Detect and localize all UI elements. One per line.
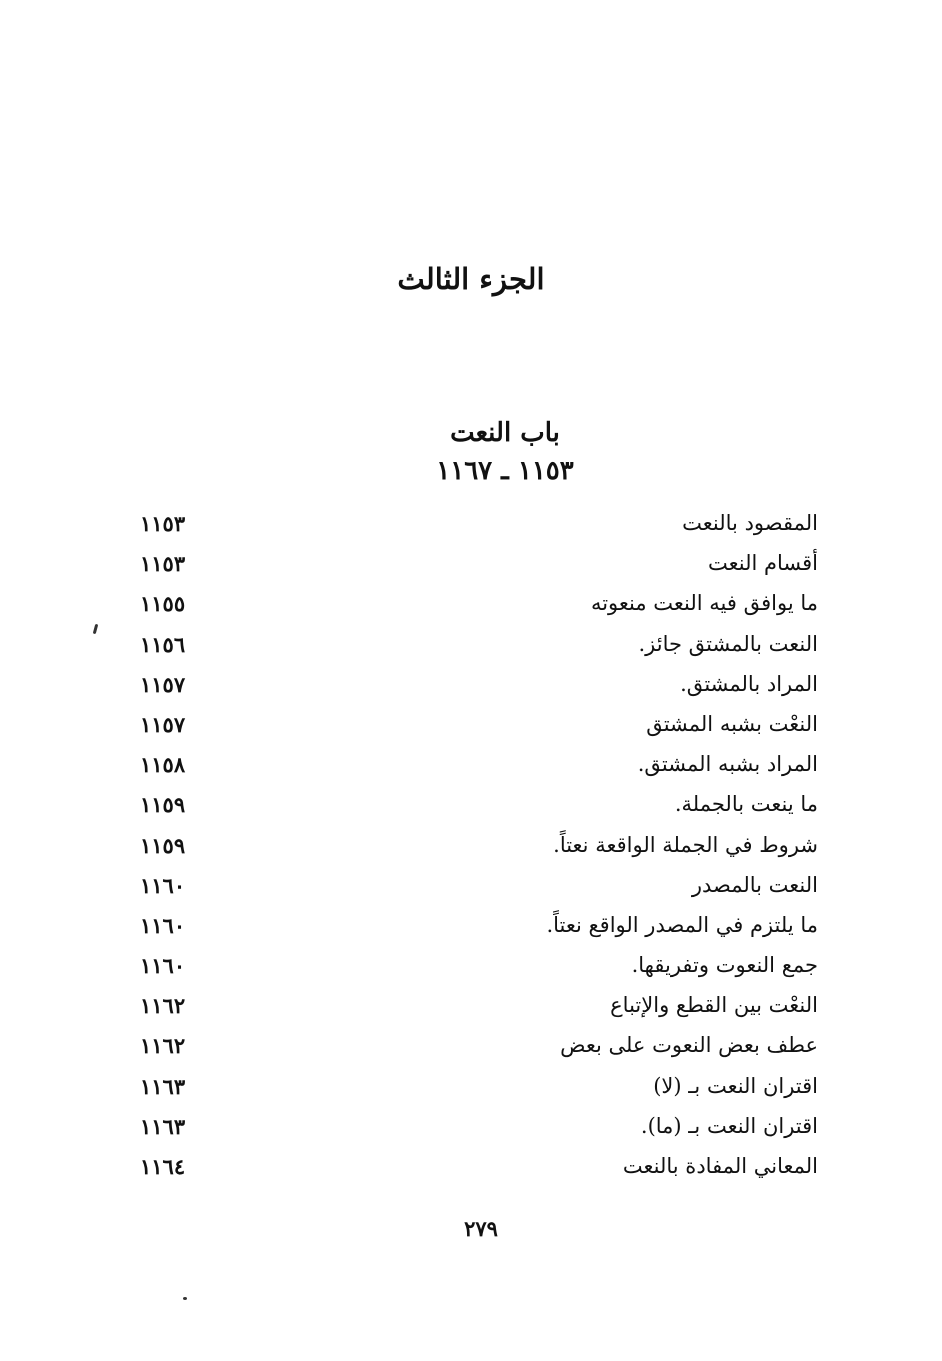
toc-entry	[140, 1030, 818, 1070]
toc-entry	[140, 990, 818, 1030]
toc-entry-page: ١١٦٢	[140, 1033, 186, 1059]
toc-entry-page: ١١٦٤	[140, 1154, 186, 1179]
toc-entry-page: ١١٥٣	[140, 511, 186, 536]
chapter-page-range: ١١٥٣ ـ ١١٦٧	[436, 456, 574, 486]
toc-entry-page: ١١٦٠	[140, 912, 186, 938]
part-title: الجزء الثالث	[397, 262, 545, 296]
toc-entry-page: ١١٥٣	[140, 551, 186, 577]
toc-entry	[140, 749, 818, 789]
toc-entry-title: النعت بالمشتق جائز.	[638, 631, 818, 656]
toc-entry-title: اقتران النعت بـ (لا)	[653, 1073, 818, 1098]
toc-entry-title: عطف بعض النعوت على بعض	[560, 1033, 818, 1058]
toc-entry-page: ١١٥٩	[140, 792, 186, 818]
toc-entry	[140, 1071, 818, 1111]
toc-entry	[140, 830, 818, 870]
toc-entry-page: ١١٥٩	[140, 832, 186, 858]
toc-entry-title: النعت بالمصدر	[691, 872, 818, 897]
toc-entry-title: النعْت بشبه المشتق	[646, 711, 818, 736]
toc-entry-page: ١١٥٨	[140, 752, 186, 778]
toc-entry-page: ١١٦٠	[140, 953, 186, 979]
toc-entry-title: المعاني المفادة بالنعت	[622, 1154, 818, 1178]
scan-speck	[183, 1297, 187, 1300]
toc-entry	[140, 1151, 818, 1191]
toc-entry-title: شروط في الجملة الواقعة نعتاً.	[553, 832, 818, 857]
toc-entry	[140, 548, 818, 588]
toc-entry-page: ١١٥٧	[140, 711, 186, 737]
toc-entry	[140, 588, 818, 628]
toc-entry	[140, 789, 818, 829]
table-of-contents	[140, 508, 818, 1191]
toc-entry	[140, 669, 818, 709]
toc-entry-title: المقصود بالنعت	[682, 511, 818, 535]
chapter-title: باب النعت	[450, 418, 560, 448]
toc-entry-page: ١١٦٣	[140, 1113, 186, 1139]
toc-entry	[140, 910, 818, 950]
toc-entry	[140, 629, 818, 669]
toc-entry-page: ١١٥٧	[140, 671, 186, 697]
toc-entry-title: ما يلتزم في المصدر الواقع نعتاً.	[546, 912, 818, 937]
scan-speck	[93, 624, 98, 634]
toc-entry	[140, 709, 818, 749]
toc-entry-title: ما ينعت بالجملة.	[674, 792, 818, 817]
toc-entry-page: ١١٥٥	[140, 591, 186, 617]
toc-entry-title: النعْت بين القطع والإتباع	[610, 993, 818, 1018]
toc-entry	[140, 870, 818, 910]
page-number: ٢٧٩	[464, 1216, 498, 1241]
toc-entry	[140, 950, 818, 990]
toc-entry	[140, 1111, 818, 1151]
toc-entry-title: اقتران النعت بـ (ما).	[640, 1113, 818, 1138]
toc-entry-title: جمع النعوت وتفريقها.	[631, 953, 818, 978]
toc-entry-page: ١١٥٦	[140, 631, 186, 657]
toc-entry-title: المراد بالمشتق.	[680, 671, 818, 696]
toc-entry-page: ١١٦٠	[140, 872, 186, 898]
toc-entry-title: المراد بشبه المشتق.	[637, 752, 818, 777]
toc-entry-title: أقسام النعت	[707, 551, 818, 576]
toc-entry-title: ما يوافق فيه النعت منعوته	[590, 591, 818, 616]
toc-entry-page: ١١٦٣	[140, 1073, 186, 1099]
toc-entry-page: ١١٦٢	[140, 993, 186, 1019]
toc-entry	[140, 508, 818, 548]
